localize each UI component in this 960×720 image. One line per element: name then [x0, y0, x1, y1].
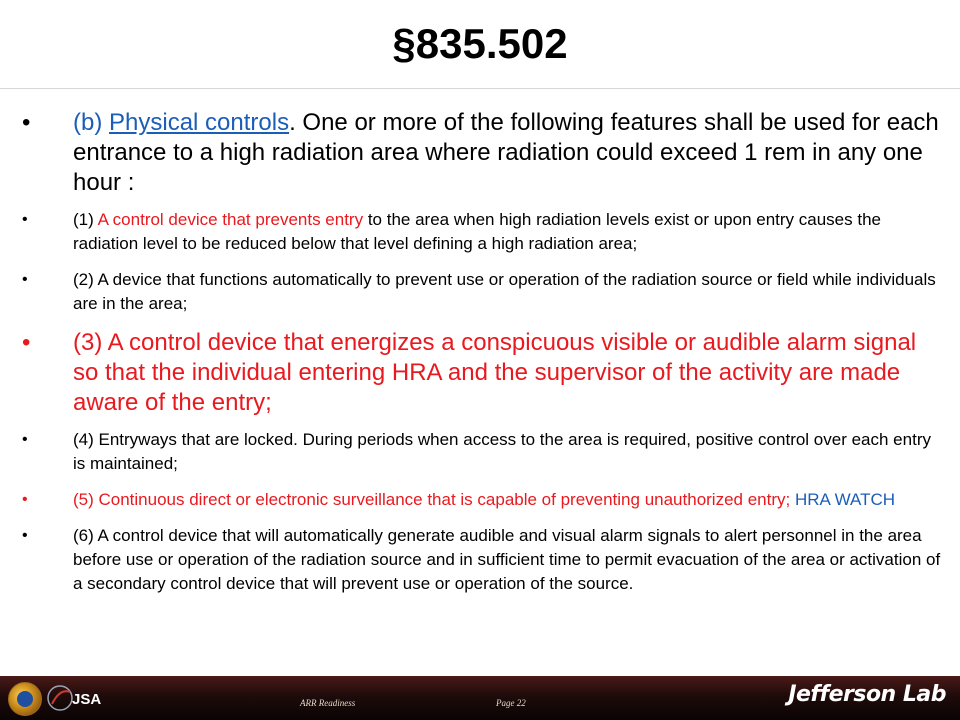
bullet-1 — [22, 208, 942, 256]
bullet-marker: • — [22, 109, 31, 136]
jefferson-lab-logo — [788, 682, 946, 707]
doe-seal-icon — [8, 682, 42, 716]
bullet-2-text: (2) A device that functions automatically to prevent use or operation of the radiation source or field while individuals are in the area; — [73, 270, 936, 313]
jsa-logo-text: JSA — [72, 691, 102, 708]
bullet-marker: • — [22, 527, 28, 544]
hra-watch-label: HRA WATCH — [790, 490, 896, 509]
jefferson-lab-logo-text: Jefferson Lab — [788, 682, 946, 707]
jsa-logo — [46, 682, 112, 714]
bullet-3 — [22, 328, 942, 418]
footer-bar — [0, 676, 960, 720]
bullet-4-text: (4) Entryways that are locked. During periods when access to the area is required, positive control over each entry is maintained; — [73, 430, 931, 473]
bullet-marker: • — [22, 211, 28, 228]
bullet-1-prefix: (1) — [73, 210, 98, 229]
bullet-5-text: (5) Continuous direct or electronic surveillance that is capable of preventing unauthorized entry; — [73, 490, 791, 509]
slide-title: §835.502 — [392, 20, 568, 67]
bullet-1-highlight: A control device that prevents entry — [97, 210, 364, 229]
bullet-1-text: to the area when high radiation levels exist or upon entry causes the radiation level to be reduced below that level defining a high radiation area; — [73, 210, 881, 253]
footer-left-text: ARR Readiness — [300, 698, 356, 708]
bullet-5 — [22, 488, 942, 512]
bullet-4 — [22, 428, 942, 476]
bullet-b-text: . One or more of the following features shall be used for each entrance to a high radiation area where radiation could exceed 1 rem in any one hour : — [73, 109, 939, 196]
bullet-6 — [22, 524, 942, 596]
bullet-marker: • — [22, 491, 28, 508]
bullet-6-text: (6) A control device that will automatically generate audible and visual alarm signals to alert personnel in the area before use or operation of the radiation source and in sufficient time to permit evacuation of the area or activation of a secondary control device that will prevent use or operation of the source. — [73, 526, 941, 593]
slide-body — [22, 108, 942, 608]
bullet-marker: • — [22, 329, 31, 356]
footer-page-number: Page 22 — [496, 698, 526, 708]
bullet-2 — [22, 268, 942, 316]
bullet-marker: • — [22, 431, 28, 448]
bullet-3-text: (3) A control device that energizes a conspicuous visible or audible alarm signal so that the individual entering HRA and the supervisor of the activity are made aware of the entry; — [73, 329, 917, 416]
bullet-b — [22, 108, 942, 198]
bullet-marker: • — [22, 271, 28, 288]
bullet-b-prefix: (b) — [73, 109, 109, 136]
physical-controls-link[interactable]: Physical controls — [109, 109, 290, 136]
